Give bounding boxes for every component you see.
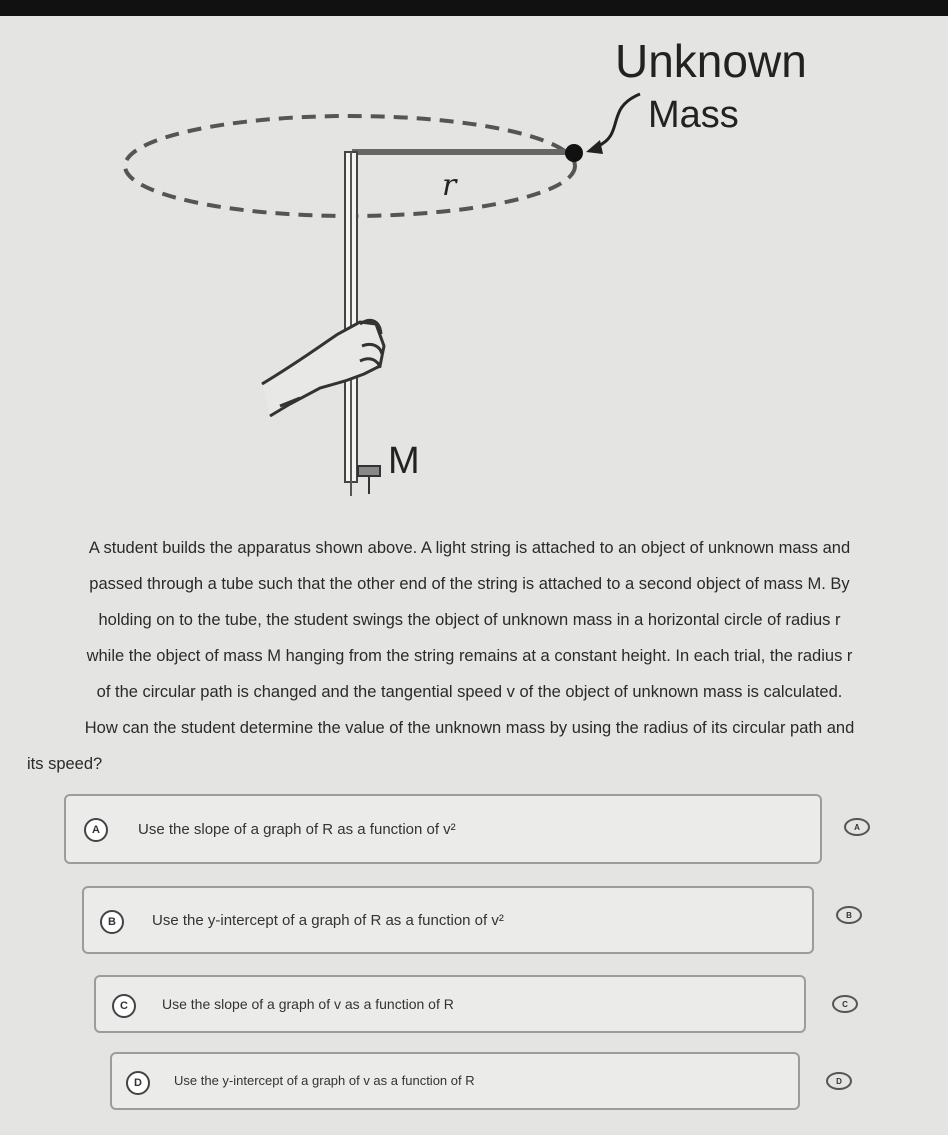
apparatus-diagram (0, 16, 948, 536)
question-line: A student builds the apparatus shown above. A light string is attached to an object of unknown mass and (88, 539, 851, 557)
pointer-arrow (598, 94, 640, 146)
question-line: while the object of mass M hanging from the string remains at a constant height. In each trial, the radius r (86, 647, 853, 665)
option-b-letter: B (100, 910, 124, 934)
answer-option-a[interactable] (64, 794, 822, 864)
answer-option-d[interactable] (110, 1052, 800, 1110)
label-unknown: Unknown (615, 35, 807, 87)
option-d-letter: D (126, 1071, 150, 1095)
option-b-eliminate-icon[interactable]: B (836, 906, 862, 924)
apparatus-figure (0, 16, 948, 536)
question-line: holding on to the tube, the student swings the object of unknown mass in a horizontal circle of radius r (98, 611, 841, 629)
pointer-arrowhead (586, 140, 603, 154)
label-hanging-mass: M (388, 440, 420, 482)
option-c-letter: C (112, 994, 136, 1018)
hand (262, 320, 384, 416)
option-a-eliminate-icon[interactable]: A (844, 818, 870, 836)
answer-option-b[interactable] (82, 886, 814, 954)
option-d-eliminate-icon[interactable]: D (826, 1072, 852, 1090)
option-c-text: Use the slope of a graph of v as a function of R (162, 996, 454, 1012)
question-line: of the circular path is changed and the tangential speed v of the object of unknown mass is calculated. (96, 683, 843, 701)
option-b-text: Use the y-intercept of a graph of R as a function of v² (152, 912, 504, 929)
option-a-text: Use the slope of a graph of R as a function of v² (138, 821, 456, 838)
label-mass: Mass (648, 94, 739, 136)
question-text (12, 530, 927, 782)
unknown-mass-ball (565, 144, 583, 162)
option-c-eliminate-icon[interactable]: C (832, 995, 858, 1013)
question-line: passed through a tube such that the other end of the string is attached to a second object of mass M. By (89, 575, 850, 593)
question-line: its speed? (27, 755, 103, 773)
option-a-letter: A (84, 818, 108, 842)
answer-option-c[interactable] (94, 975, 806, 1033)
label-radius: r (442, 168, 457, 203)
option-d-text: Use the y-intercept of a graph of v as a function of R (174, 1073, 475, 1088)
top-bar (0, 0, 948, 16)
hanging-mass-block (358, 466, 380, 476)
question-line: How can the student determine the value of the unknown mass by using the radius of its circular path and (84, 719, 855, 737)
